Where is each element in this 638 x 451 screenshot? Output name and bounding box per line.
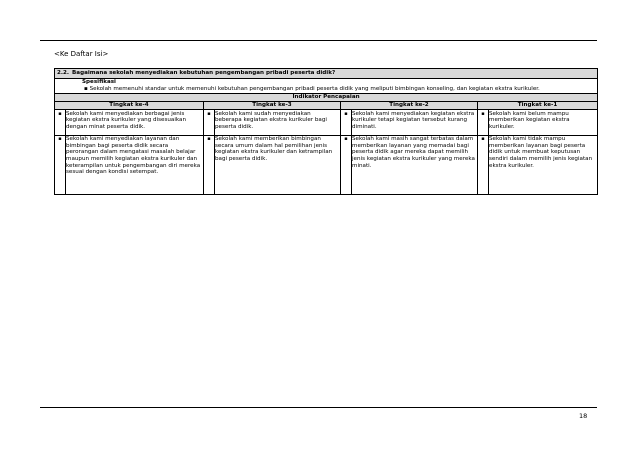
- descriptor-level-4: Sekolah kami menyediakan berbagai jenis kegiatan ekstra kurikuler yang disesuaikan dengan minat peserta didik.: [66, 110, 204, 136]
- toc-link[interactable]: <Ke Daftar Isi>: [54, 50, 109, 58]
- descriptor-level-3: Sekolah kami memberikan bimbingan secara umum dalam hal pemilihan jenis kegiatan ekstra kurikuler dan ketrampilan bagi peserta didik.: [215, 135, 341, 195]
- footer-rule: [40, 407, 597, 408]
- descriptor-level-2: Sekolah kami menyediakan kegiatan ekstra kurikuler tetapi kegiatan tersebut kurang diminati.: [352, 110, 478, 136]
- spec-title: Spesifikasi: [82, 79, 116, 85]
- level-header-4: Tingkat ke-4: [55, 102, 204, 110]
- level-header-1: Tingkat ke-1: [478, 102, 598, 110]
- spec-item: [82, 86, 597, 93]
- spec-item-text: Sekolah memenuhi standar untuk memenuhi kebutuhan pengembangan pribadi peserta didik yang meliputi bimbingan konseling, dan kegiatan ekstra kurikuler.: [89, 85, 540, 92]
- bullet-icon: ▪: [84, 85, 88, 92]
- bullet-icon: ▪: [55, 110, 66, 136]
- table-row: [55, 110, 598, 136]
- level-header-3: Tingkat ke-3: [204, 102, 341, 110]
- question-number: [55, 69, 336, 79]
- bullet-icon: ▪: [478, 110, 489, 136]
- level-header-row: [55, 102, 598, 110]
- bullet-icon: ▪: [55, 135, 66, 195]
- descriptor-level-3: Sekolah kami sudah menyediakan beberapa kegiatan ekstra kurikuler bagi peserta didik.: [215, 110, 341, 136]
- descriptor-level-1: Sekolah kami belum mampu memberikan kegiatan ekstra kurikuler.: [489, 110, 598, 136]
- descriptor-level-4: Sekolah kami menyediakan layanan dan bimbingan bagi peserta didik secara perorangan dalam mengatasi masalah belajar maupun memilih kegiatan ekstra kurikuler dan keterampilan untuk pengembangan diri mereka sesuai dengan kondisi setempat.: [66, 135, 204, 195]
- indicator-band-title: Indikator Pencapaian: [55, 94, 598, 102]
- spec-cell: [55, 79, 598, 94]
- bullet-icon: ▪: [341, 110, 352, 136]
- rubric-table: [54, 68, 598, 195]
- spec-row: [55, 79, 598, 94]
- descriptor-level-1: Sekolah kami tidak mampu memberikan layanan bagi peserta didik untuk membuat keputusan sendiri dalam memilih jenis kegiatan ekstra kurikuler.: [489, 135, 598, 195]
- question-number-text: 2.2.: [57, 70, 70, 76]
- bullet-icon: ▪: [478, 135, 489, 195]
- question-text: Bagaimana sekolah menyediakan kebutuhan pengembangan pribadi peserta didik?: [72, 70, 336, 76]
- question-row: [55, 69, 598, 79]
- indicator-band-row: [55, 94, 598, 102]
- page-number: 18: [579, 412, 588, 420]
- bullet-icon: ▪: [204, 110, 215, 136]
- bullet-icon: ▪: [204, 135, 215, 195]
- table-row: [55, 135, 598, 195]
- level-header-2: Tingkat ke-2: [341, 102, 478, 110]
- header-rule: [40, 40, 597, 41]
- bullet-icon: ▪: [341, 135, 352, 195]
- descriptor-level-2: Sekolah kami masih sangat terbatas dalam memberikan layanan yang memadai bagi peserta didik agar mereka dapat memilih jenis kegiatan ekstra kurikuler yang mereka minati.: [352, 135, 478, 195]
